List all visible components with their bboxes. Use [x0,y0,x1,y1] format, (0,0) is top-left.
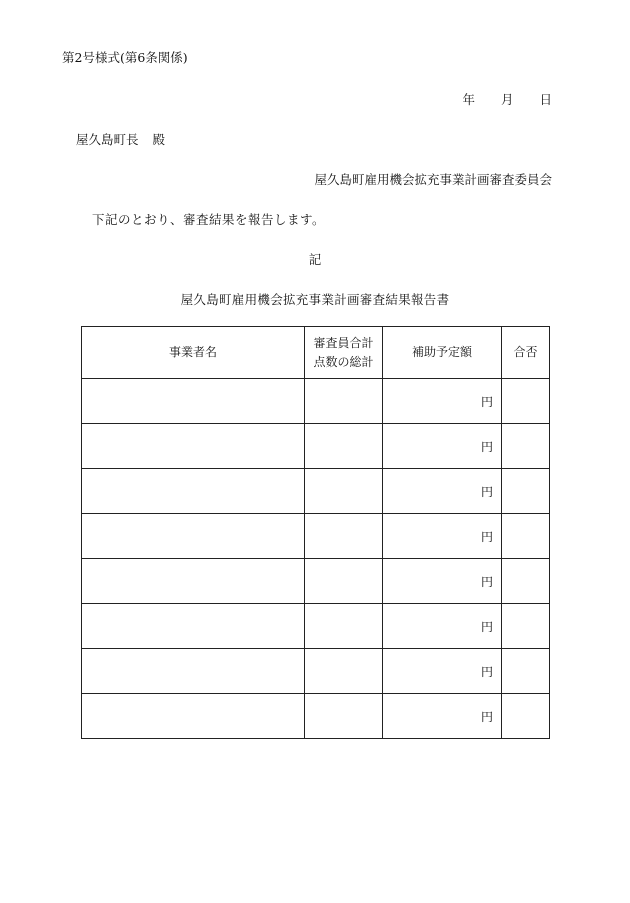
business-name-cell[interactable] [82,514,305,559]
subsidy-amount-cell[interactable]: 円 [383,469,502,514]
table-row [82,649,550,694]
score-total-cell[interactable] [305,379,383,424]
score-total-cell[interactable] [305,604,383,649]
result-table [81,326,550,739]
table-row [82,694,550,739]
subsidy-amount-cell[interactable]: 円 [383,379,502,424]
subsidy-amount-cell[interactable]: 円 [383,514,502,559]
pass-fail-cell[interactable] [502,379,550,424]
subsidy-amount-cell[interactable]: 円 [383,424,502,469]
table-row [82,469,550,514]
score-total-cell[interactable] [305,469,383,514]
subsidy-amount-cell[interactable]: 円 [383,694,502,739]
ki-marker: 記 [308,252,322,267]
table-row [82,514,550,559]
business-name-cell[interactable] [82,379,305,424]
date-line [462,90,552,108]
business-name-cell[interactable] [82,694,305,739]
header-pass-fail: 合否 [502,327,550,379]
score-total-cell[interactable] [305,514,383,559]
table-row [82,424,550,469]
table-row [82,604,550,649]
header-score-total-line1: 審査員合計 [313,335,374,350]
pass-fail-cell[interactable] [502,514,550,559]
business-name-cell[interactable] [82,469,305,514]
addressee-honorific: 殿 [152,132,166,147]
report-title: 屋久島町雇用機会拡充事業計画審査結果報告書 [180,292,450,307]
pass-fail-cell[interactable] [502,469,550,514]
score-total-cell[interactable] [305,649,383,694]
subsidy-amount-cell[interactable]: 円 [383,604,502,649]
pass-fail-cell[interactable] [502,649,550,694]
addressee [76,130,165,148]
business-name-cell[interactable] [82,604,305,649]
pass-fail-cell[interactable] [502,559,550,604]
table-header-row [82,327,550,379]
intro-text: 下記のとおり、審査結果を報告します。 [92,212,326,227]
form-number: 第2号様式(第6条関係) [62,50,188,65]
business-name-cell[interactable] [82,559,305,604]
date-year-label: 年 [462,92,475,107]
subsidy-amount-cell[interactable]: 円 [383,559,502,604]
pass-fail-cell[interactable] [502,604,550,649]
header-planned-subsidy: 補助予定額 [383,327,502,379]
table-row [82,379,550,424]
header-score-total-line2: 点数の総計 [313,354,374,369]
header-business-name: 事業者名 [82,327,305,379]
pass-fail-cell[interactable] [502,694,550,739]
header-score-total [305,327,383,379]
business-name-cell[interactable] [82,649,305,694]
score-total-cell[interactable] [305,424,383,469]
subsidy-amount-cell[interactable]: 円 [383,649,502,694]
date-month-label: 月 [500,92,514,107]
date-day-label: 日 [539,92,552,107]
score-total-cell[interactable] [305,694,383,739]
table-row [82,559,550,604]
committee-name: 屋久島町雇用機会拡充事業計画審査委員会 [314,172,552,187]
pass-fail-cell[interactable] [502,424,550,469]
addressee-name: 屋久島町長 [76,132,139,147]
score-total-cell[interactable] [305,559,383,604]
business-name-cell[interactable] [82,424,305,469]
